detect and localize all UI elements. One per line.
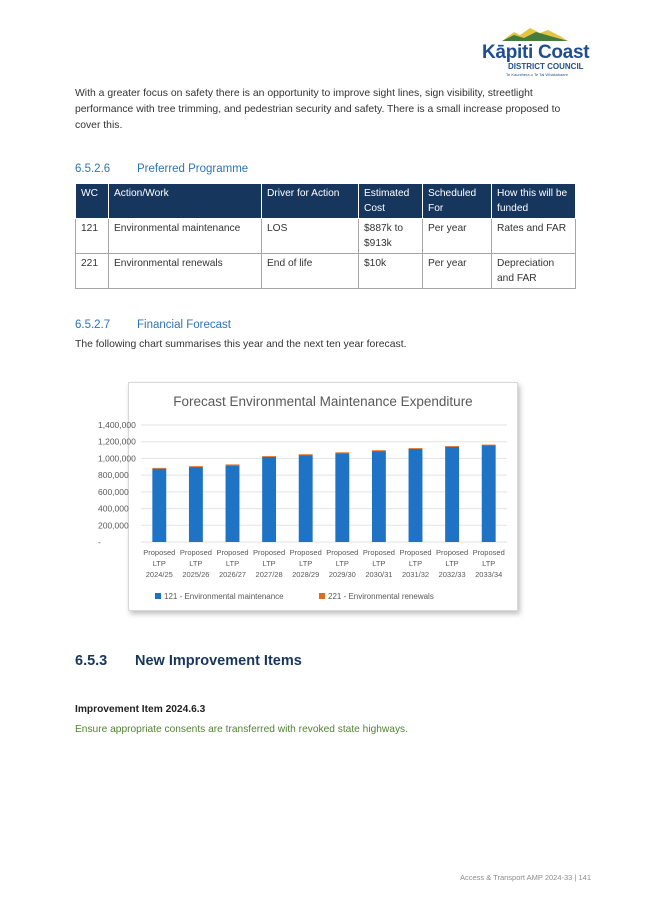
x-tick-label: LTP — [225, 559, 240, 568]
cell-scheduled: Per year — [423, 219, 492, 254]
x-tick-label: 2025/26 — [182, 570, 210, 579]
x-tick-label: Proposed — [472, 548, 505, 557]
header-wc: WC — [76, 184, 109, 219]
x-tick-label: Proposed — [143, 548, 176, 557]
bar-environmental-maintenance — [409, 449, 423, 542]
chart-plot — [98, 383, 517, 610]
legend-label: 221 - Environmental renewals — [328, 592, 434, 601]
header-action-work: Action/Work — [109, 184, 262, 219]
bar-environmental-maintenance — [226, 465, 240, 542]
cell-funding: Depreciation and FAR — [492, 254, 576, 289]
bar-environmental-renewals — [226, 464, 240, 465]
table-header-row — [76, 184, 576, 219]
bar-environmental-renewals — [152, 468, 166, 469]
cell-cost: $887k to $913k — [359, 219, 423, 254]
x-tick-label: LTP — [299, 559, 313, 568]
bar-environmental-renewals — [189, 466, 203, 467]
x-tick-label: LTP — [445, 559, 459, 568]
x-tick-label: 2031/32 — [401, 570, 430, 579]
legend-label: 121 - Environmental maintenance — [164, 592, 284, 601]
x-tick-label: LTP — [189, 559, 203, 568]
logo-name: Kāpiti Coast — [482, 42, 590, 63]
x-tick-label: LTP — [335, 559, 349, 568]
bar-environmental-renewals — [372, 450, 386, 451]
bar-environmental-maintenance — [152, 469, 166, 542]
section-heading-preferred-programme — [75, 163, 248, 175]
header-estimated-cost: Estimated Cost — [359, 184, 423, 219]
page-footer: Access & Transport AMP 2024-33 | 141 — [459, 873, 591, 882]
x-tick-label: 2030/31 — [365, 570, 393, 579]
x-tick-label: Proposed — [179, 548, 212, 557]
bar-environmental-renewals — [299, 454, 313, 455]
x-tick-label: LTP — [372, 559, 386, 568]
bar-environmental-maintenance — [262, 457, 276, 542]
x-tick-label: LTP — [262, 559, 276, 568]
y-tick-label: 800,000 — [98, 470, 129, 481]
header-driver: Driver for Action — [262, 184, 359, 219]
section-number: 6.5.2.6 — [75, 163, 111, 175]
x-tick-label: Proposed — [436, 548, 469, 557]
legend-swatch — [155, 593, 161, 599]
x-tick-label: 2024/25 — [145, 570, 173, 579]
x-tick-label: Proposed — [399, 548, 432, 557]
x-tick-label: LTP — [482, 559, 496, 568]
x-tick-label: 2026/27 — [218, 570, 247, 579]
hills-logo-icon — [500, 26, 570, 42]
y-tick-label: 1,000,000 — [98, 453, 136, 464]
y-tick-label: 600,000 — [98, 486, 129, 497]
section-number: 6.5.3 — [75, 653, 108, 669]
improvement-item-title: Improvement Item 2024.6.3 — [75, 704, 206, 715]
x-tick-label: Proposed — [216, 548, 249, 557]
x-tick-label: LTP — [408, 559, 423, 568]
bar-environmental-renewals — [482, 445, 496, 446]
cell-funding: Rates and FAR — [492, 219, 576, 254]
preferred-programme-table — [75, 183, 576, 289]
forecast-paragraph: The following chart summarises this year and the next ten year forecast. — [75, 339, 407, 350]
x-tick-label: Proposed — [326, 548, 359, 557]
logo-tagline: Te Kaunihera o Te Tai Whakahaere — [506, 72, 569, 77]
bar-environmental-renewals — [335, 452, 349, 453]
section-title: New Improvement Items — [135, 653, 302, 669]
x-tick-label: 2028/29 — [292, 570, 320, 579]
section-number: 6.5.2.7 — [75, 319, 111, 331]
cell-scheduled: Per year — [423, 254, 492, 289]
cell-cost: $10k — [359, 254, 423, 289]
x-tick-label: Proposed — [289, 548, 322, 557]
cell-wc: 221 — [76, 254, 109, 289]
legend-swatch — [319, 593, 325, 599]
bar-environmental-maintenance — [445, 447, 459, 542]
x-tick-label: Proposed — [362, 548, 395, 557]
cell-driver: End of life — [262, 254, 359, 289]
intro-paragraph: With a greater focus on safety there is an opportunity to improve sight lines, sign visibility, streetlight performance with tree trimming, and pedestrian security and safety. There is a small increase proposed to cover this. — [75, 88, 561, 131]
x-tick-label: 2032/33 — [438, 570, 466, 579]
bar-environmental-renewals — [445, 446, 459, 447]
cell-action: Environmental renewals — [109, 254, 262, 289]
y-tick-label: - — [98, 537, 101, 547]
bar-environmental-maintenance — [482, 445, 496, 542]
table-row — [76, 219, 576, 254]
x-tick-label: 2033/34 — [475, 570, 503, 579]
chart-title: Forecast Environmental Maintenance Expenditure — [173, 394, 473, 409]
x-tick-label: 2027/28 — [255, 570, 283, 579]
bar-environmental-maintenance — [299, 455, 313, 542]
section-title: Financial Forecast — [137, 319, 231, 331]
forecast-chart — [98, 382, 518, 611]
x-tick-label: Proposed — [253, 548, 286, 557]
logo-subtitle: DISTRICT COUNCIL — [508, 62, 584, 71]
cell-action: Environmental maintenance — [109, 219, 262, 254]
y-tick-label: 200,000 — [98, 520, 129, 531]
x-tick-label: LTP — [152, 559, 166, 568]
council-logo — [476, 26, 594, 76]
section-title: Preferred Programme — [137, 163, 249, 175]
y-tick-label: 400,000 — [98, 503, 129, 514]
y-tick-label: 1,200,000 — [98, 436, 136, 447]
section-heading-new-improvement-items — [75, 653, 302, 669]
header-funding: How this will be funded — [492, 184, 576, 219]
improvement-item-text: Ensure appropriate consents are transferred with revoked state highways. — [75, 724, 408, 735]
bar-environmental-maintenance — [189, 467, 203, 542]
bar-environmental-maintenance — [335, 453, 349, 542]
bar-environmental-renewals — [409, 448, 423, 449]
cell-wc: 121 — [76, 219, 109, 254]
bar-environmental-maintenance — [372, 451, 386, 542]
table-row — [76, 254, 576, 289]
section-heading-financial-forecast — [75, 319, 231, 331]
x-tick-label: 2029/30 — [328, 570, 356, 579]
header-scheduled-for: Scheduled For — [423, 184, 492, 219]
bar-environmental-renewals — [262, 456, 276, 457]
cell-driver: LOS — [262, 219, 359, 254]
y-tick-label: 1,400,000 — [98, 420, 136, 430]
